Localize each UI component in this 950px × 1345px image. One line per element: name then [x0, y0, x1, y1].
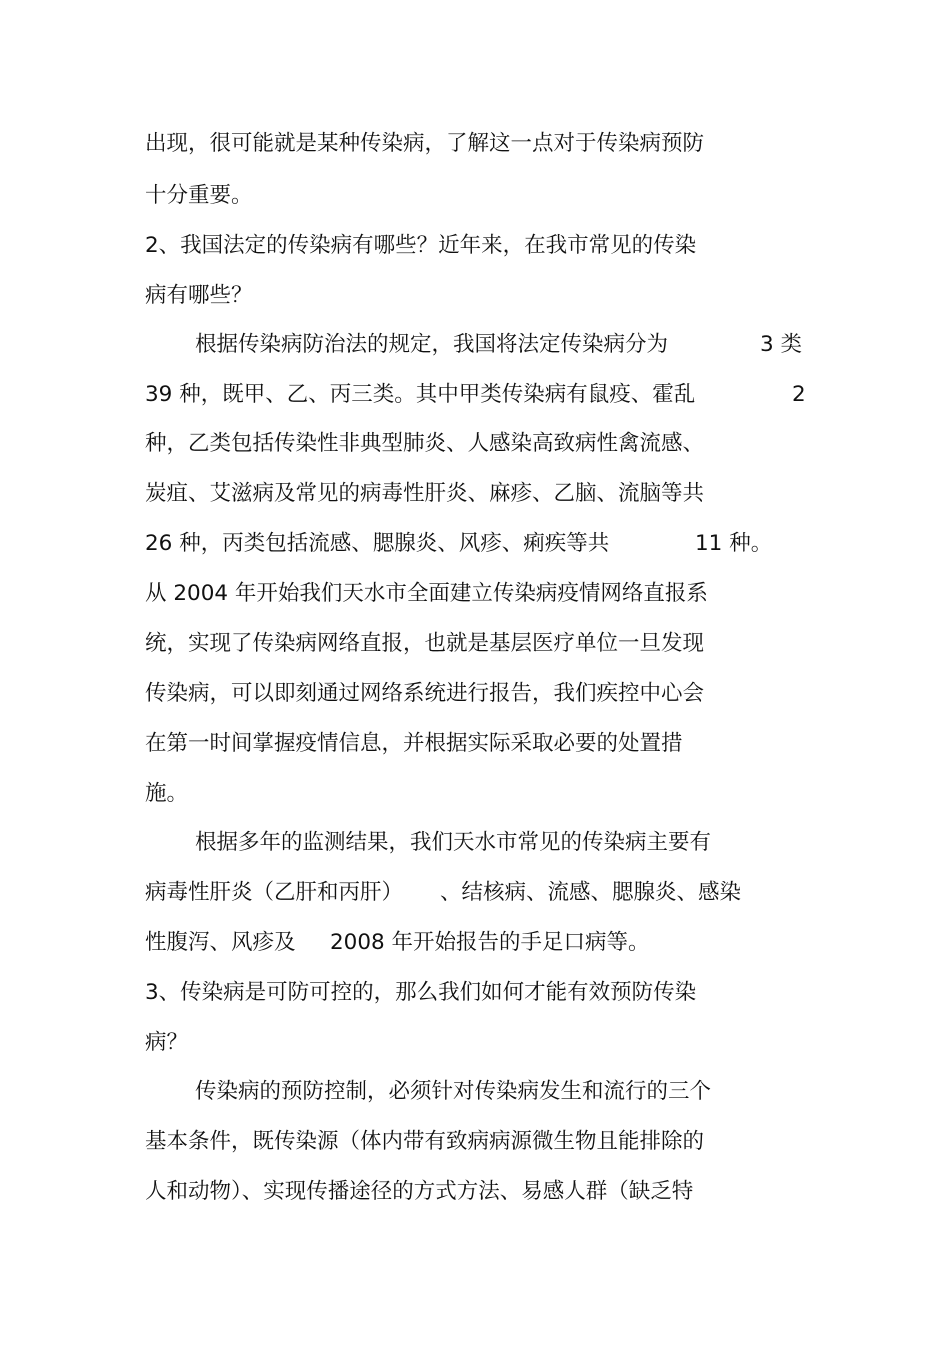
- text-line: 统，实现了传染病网络直报，也就是基层医疗单位一旦发现: [145, 631, 705, 656]
- paragraph-first-line: 传染病的预防控制，必须针对传染病发生和流行的三个: [195, 1079, 712, 1104]
- text-line: 39 种，既甲、乙、丙三类。其中甲类传染病有鼠疫、霍乱: [145, 382, 696, 407]
- question-heading: 3、传染病是可防可控的，那么我们如何才能有效预防传染: [145, 980, 697, 1005]
- text-fragment: 11 种。: [695, 531, 773, 556]
- text-line: 炭疽、艾滋病及常见的病毒性肝炎、麻疹、乙脑、流脑等共: [145, 481, 705, 506]
- paragraph-first-line: 根据传染病防治法的规定，我国将法定传染病分为: [195, 332, 669, 357]
- text-line: 十分重要。: [145, 183, 253, 208]
- paragraph-first-line: 根据多年的监测结果，我们天水市常见的传染病主要有: [195, 830, 712, 855]
- text-line: 人和动物）、实现传播途径的方式方法、易感人群（缺乏特: [145, 1179, 694, 1204]
- text-fragment: 2: [792, 382, 806, 407]
- question-heading: 病有哪些？: [145, 283, 253, 308]
- text-line: 从 2004 年开始我们天水市全面建立传染病疫情网络直报系: [145, 581, 708, 606]
- text-fragment: 3 类: [760, 332, 803, 357]
- text-fragment: 2008 年开始报告的手足口病等。: [330, 930, 650, 955]
- text-line: 传染病，可以即刻通过网络系统进行报告，我们疾控中心会: [145, 681, 705, 706]
- text-line: 出现，很可能就是某种传染病，了解这一点对于传染病预防: [145, 131, 705, 156]
- text-line: 种，乙类包括传染性非典型肺炎、人感染高致病性禽流感、: [145, 431, 705, 456]
- text-line: 26 种，丙类包括流感、腮腺炎、风疹、痢疾等共: [145, 531, 610, 556]
- text-line: 性腹泻、风疹及: [145, 930, 296, 955]
- text-line: 施。: [145, 781, 189, 806]
- question-heading: 2、我国法定的传染病有哪些？近年来，在我市常见的传染: [145, 233, 697, 258]
- question-heading: 病？: [145, 1030, 189, 1055]
- text-line: 基本条件，既传染源（体内带有致病病源微生物且能排除的: [145, 1129, 705, 1154]
- text-line: 病毒性肝炎（乙肝和丙肝）: [145, 880, 404, 905]
- text-fragment: 、结核病、流感、腮腺炎、感染: [440, 880, 742, 905]
- text-line: 在第一时间掌握疫情信息，并根据实际采取必要的处置措: [145, 731, 683, 756]
